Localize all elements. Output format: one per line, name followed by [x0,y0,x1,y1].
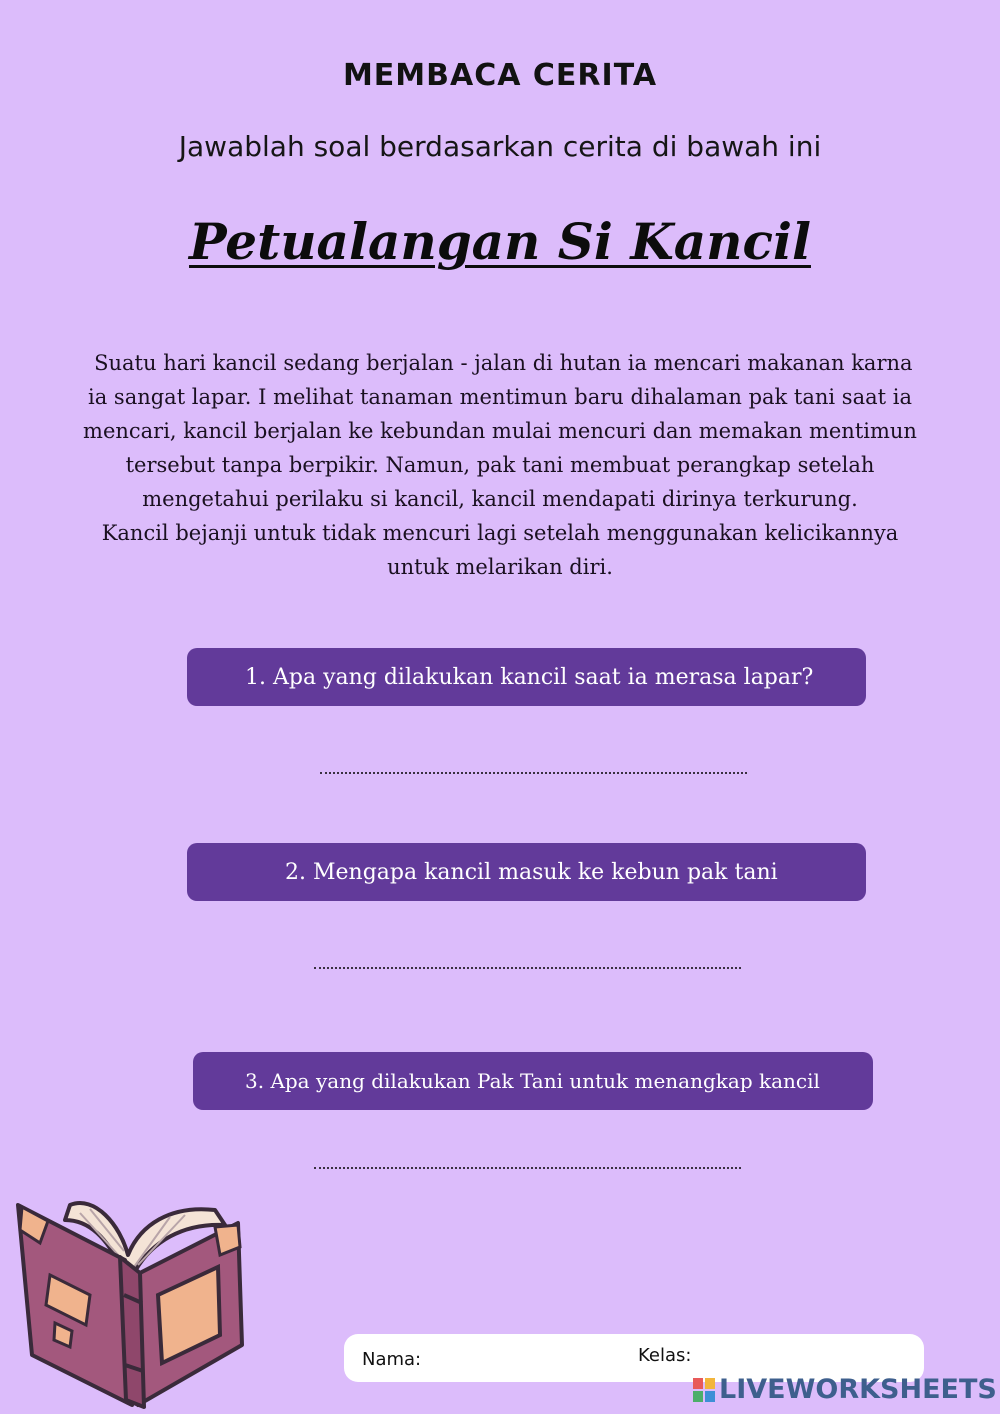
class-label: Kelas: [638,1345,692,1366]
instruction-text: Jawablah soal berdasarkan cerita di bawah ini [178,130,822,163]
story-paragraph [60,346,940,584]
question-1-box [187,648,866,706]
brand-label: LIVEWORKSHEETS [719,1374,997,1405]
book-icon [10,1185,250,1410]
answer-1-field[interactable] [320,772,747,774]
story-line: untuk melarikan diri. [387,555,613,579]
question-3-box [193,1052,873,1110]
story-line: ia sangat lapar. I melihat tanaman mentimun baru dihalaman pak tani saat ia [88,385,912,409]
story-line: Suatu hari kancil sedang berjalan - jalan di hutan ia mencari makanan karna [87,351,913,375]
worksheet-header: MEMBACA CERITA [342,58,658,93]
story-line: Kancil bejanji untuk tidak mencuri lagi setelah menggunakan kelicikannya [101,521,899,545]
name-label: Nama: [362,1349,422,1370]
brand-name [719,1374,997,1405]
answer-2-field[interactable] [314,967,741,969]
question-1-label: 1. Apa yang dilakukan kancil saat ia merasa lapar? [245,664,814,690]
story-line: tersebut tanpa berpikir. Namun, pak tani membuat perangkap setelah [125,453,875,477]
question-2-label: 2. Mengapa kancil masuk ke kebun pak tani [285,859,778,885]
story-title: Petualangan Si Kancil [189,212,811,271]
question-3-label: 3. Apa yang dilakukan Pak Tani untuk menangkap kancil [245,1069,820,1093]
question-2-box [187,843,866,901]
story-line: mencari, kancil berjalan ke kebundan mulai mencuri dan memakan mentimun [83,419,917,443]
answer-3-field[interactable] [314,1167,741,1169]
story-line: mengetahui perilaku si kancil, kancil mendapati dirinya terkurung. [142,487,858,511]
liveworksheets-logo-icon [693,1378,715,1402]
